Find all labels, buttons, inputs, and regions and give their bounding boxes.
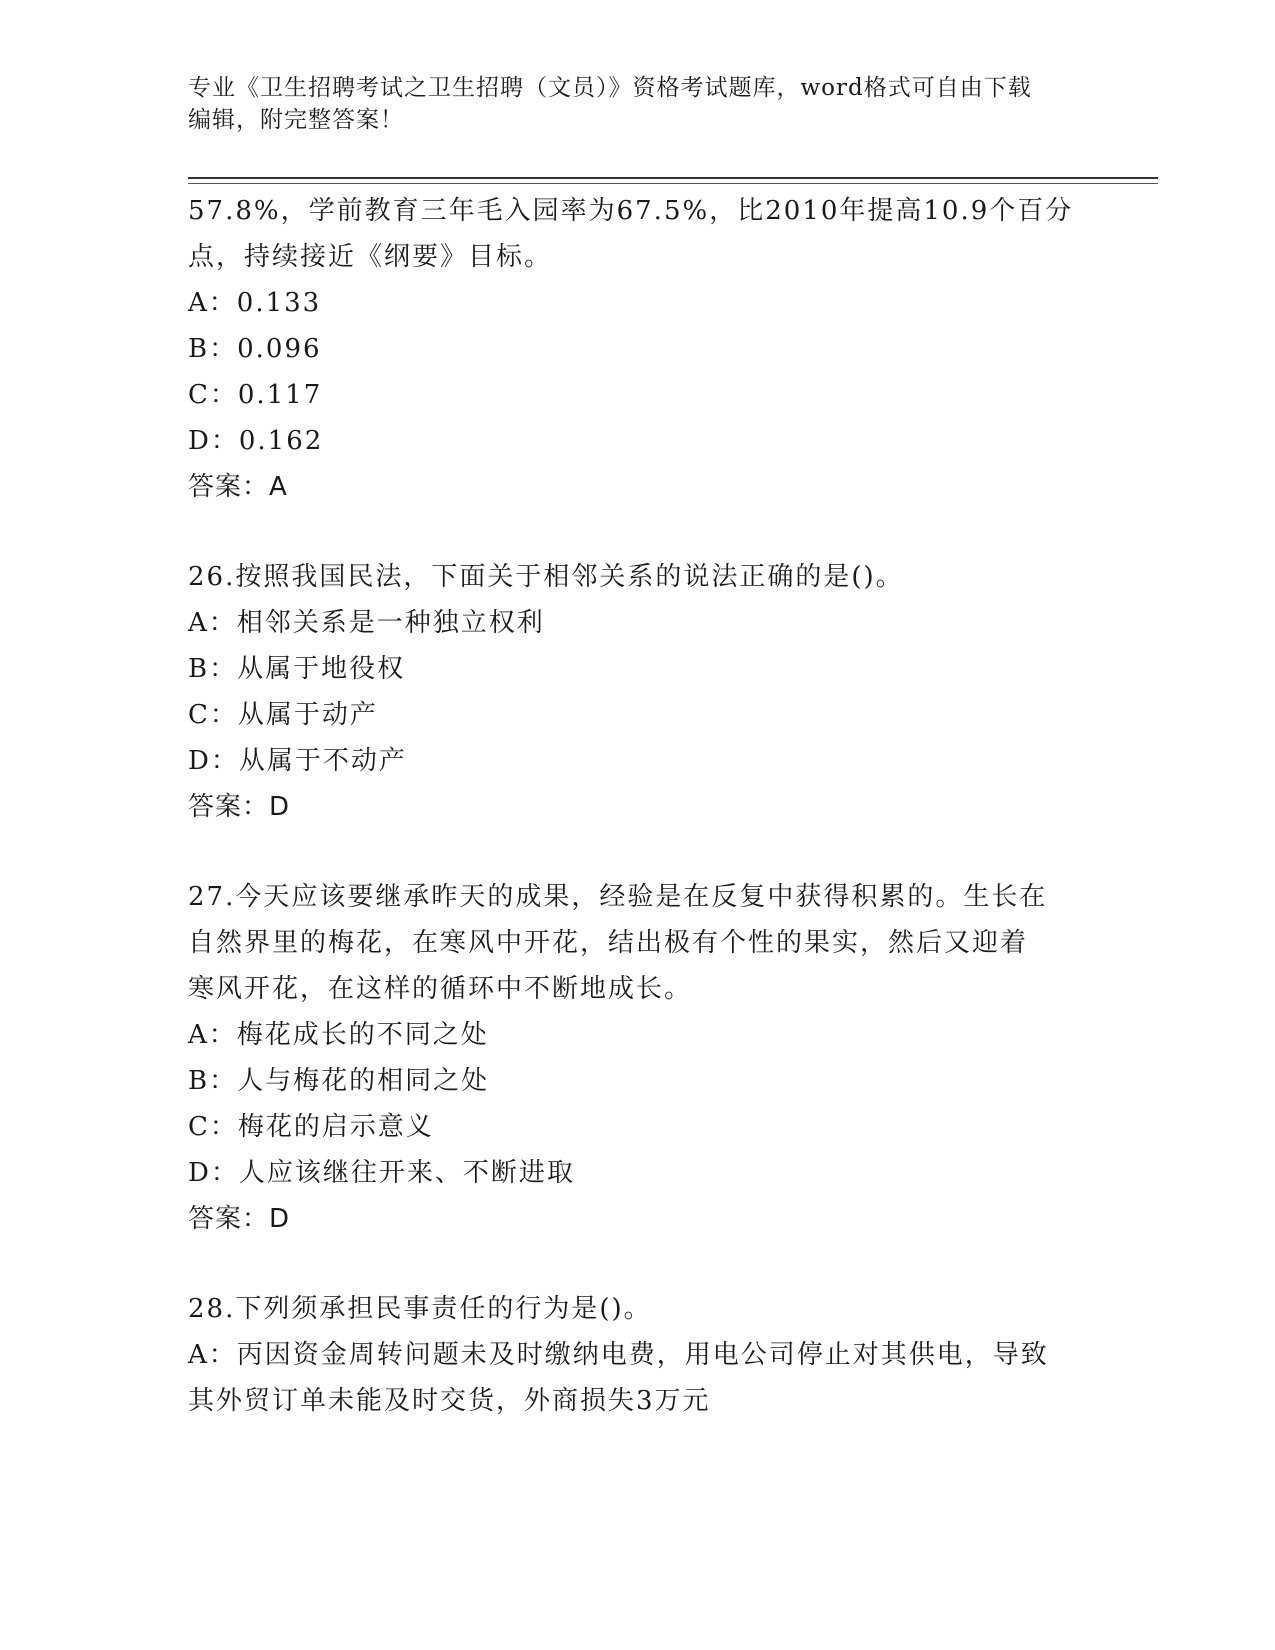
question-content — [188, 188, 1088, 1424]
option-a: A：相邻关系是一种独立权利 — [188, 608, 545, 638]
question-stem-line: 寒风开花，在这样的循环中不断地成长。 — [188, 974, 693, 1004]
option-d: D：人应该继往开来、不断进取 — [188, 1158, 575, 1188]
question-stem-line: 28.下列须承担民事责任的行为是()。 — [188, 1294, 652, 1324]
question-25-continuation — [188, 188, 1088, 510]
question-stem-line: 57.8%，学前教育三年毛入园率为67.5%，比2010年提高10.9个百分 — [188, 196, 1074, 226]
option-d: D：从属于不动产 — [188, 746, 407, 776]
option-c: C：0.117 — [188, 380, 323, 410]
document-header — [188, 72, 1068, 136]
option-b: B：0.096 — [188, 334, 322, 364]
option-c: C：从属于动产 — [188, 700, 378, 730]
question-stem-line: 点，持续接近《纲要》目标。 — [188, 242, 553, 272]
option-c: C：梅花的启示意义 — [188, 1112, 434, 1142]
answer-line: 答案：D — [188, 1204, 291, 1234]
header-line-1: 专业《卫生招聘考试之卫生招聘（文员）》资格考试题库，word格式可自由下载 — [188, 75, 1032, 101]
question-27 — [188, 874, 1088, 1242]
option-a-continuation: 其外贸订单未能及时交货，外商损失3万元 — [188, 1386, 711, 1416]
option-b: B：从属于地役权 — [188, 654, 406, 684]
header-divider-thin — [188, 183, 1158, 184]
question-stem-line: 26.按照我国民法，下面关于相邻关系的说法正确的是()。 — [188, 562, 904, 592]
question-stem-line: 27.今天应该要继承昨天的成果，经验是在反复中获得积累的。生长在 — [188, 882, 1048, 912]
option-d: D：0.162 — [188, 426, 324, 456]
option-a: A：丙因资金周转问题未及时缴纳电费，用电公司停止对其供电，导致 — [188, 1340, 1049, 1370]
header-divider-thick — [188, 177, 1158, 179]
answer-line: 答案：A — [188, 472, 288, 502]
header-line-2: 编辑，附完整答案！ — [188, 107, 404, 133]
option-a: A：0.133 — [188, 288, 322, 318]
answer-line: 答案：D — [188, 792, 291, 822]
question-stem-line: 自然界里的梅花，在寒风中开花，结出极有个性的果实，然后又迎着 — [188, 928, 1029, 958]
option-b: B：人与梅花的相同之处 — [188, 1066, 490, 1096]
question-26 — [188, 554, 1088, 830]
question-28 — [188, 1286, 1088, 1424]
option-a: A：梅花成长的不同之处 — [188, 1020, 489, 1050]
